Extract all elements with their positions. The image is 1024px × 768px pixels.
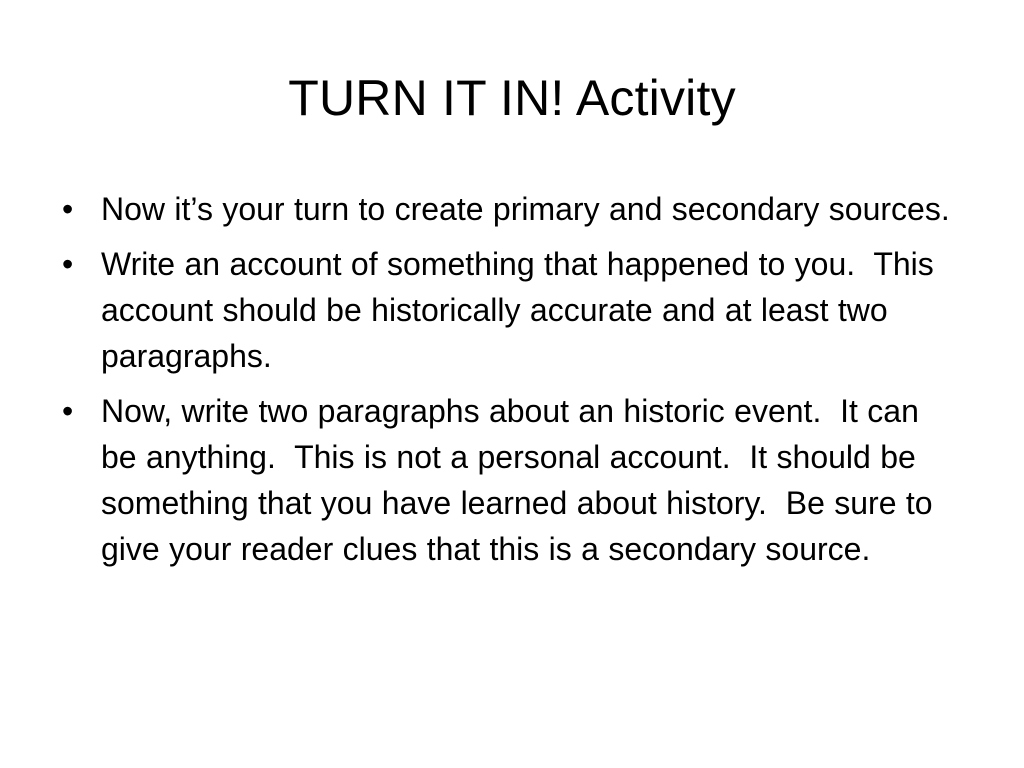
slide-title: TURN IT IN! Activity	[288, 70, 736, 126]
bullet-text: Write an account of something that happened to you. This account should be historically accurate and at least two paragraphs.	[101, 246, 944, 374]
bullet-item	[58, 388, 958, 572]
bullet-list	[58, 186, 958, 581]
bullet-item	[58, 241, 958, 379]
bullet-dot-icon: •	[62, 246, 74, 282]
bullet-text: Now, write two paragraphs about an historic event. It can be anything. This is not a personal account. It should be something that you have learned about history. Be sure to give your reader clues that this is a secondary source.	[101, 393, 942, 567]
bullet-text: Now it’s your turn to create primary and secondary sources.	[101, 191, 950, 227]
bullet-dot-icon: •	[62, 191, 74, 227]
bullet-dot-icon: •	[62, 393, 74, 429]
bullet-item	[58, 186, 958, 232]
